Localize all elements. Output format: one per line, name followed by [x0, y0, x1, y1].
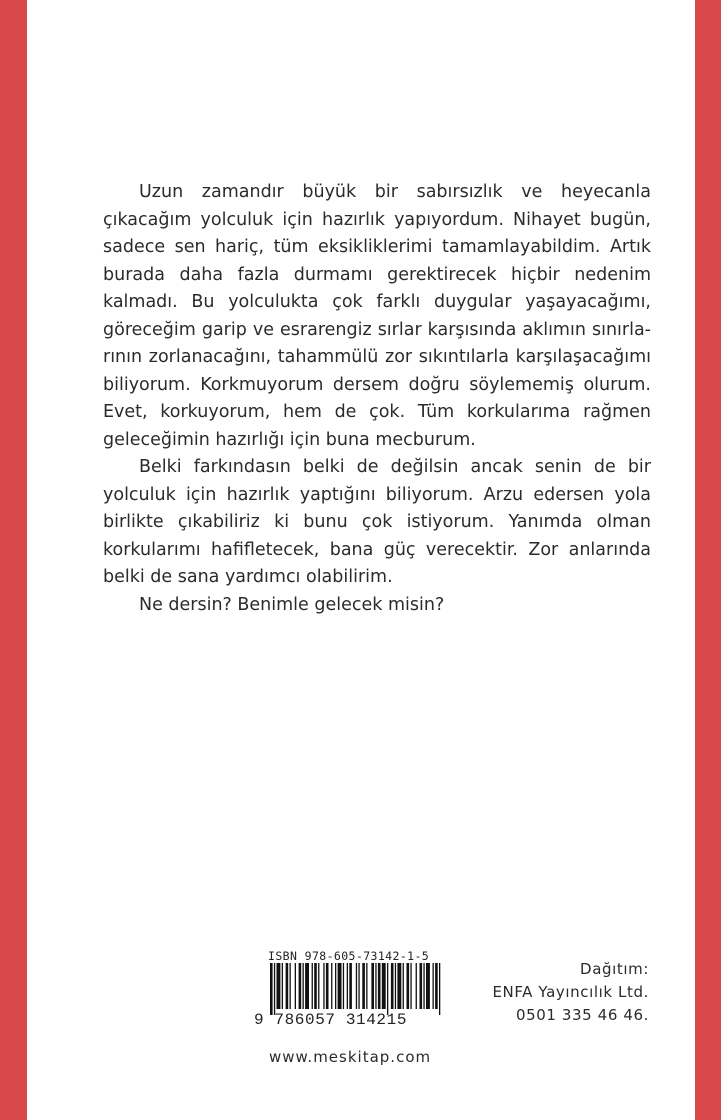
barcode-bar — [366, 963, 367, 1009]
barcode-bar — [375, 963, 376, 1009]
barcode-bar — [318, 963, 319, 1009]
right-red-border — [695, 0, 721, 1120]
isbn-barcode — [254, 949, 450, 1033]
barcode-bar — [371, 963, 374, 1009]
barcode-bar — [295, 963, 296, 1009]
barcode-bar — [338, 963, 342, 1009]
barcode-bar — [343, 963, 344, 1009]
barcode-bar — [397, 963, 401, 1009]
distribution-heading: Dağıtım: — [580, 960, 649, 978]
barcode-bar — [299, 963, 302, 1009]
barcode-bar — [382, 963, 386, 1009]
distribution-phone: 0501 335 46 46. — [515, 1006, 649, 1024]
blurb-paragraph-1: Uzun zamandır büyük bir sabırsızlık ve heyecanla çıkacağım yolculuk için hazırlık yapıyordum. Nihayet bugün, sadece sen hariç, tüm eksikliklerimi tamamlayabildim. Artık burada daha fazla durmamı gerektirecek hiçbir nedenim kalmadı. Bu yolculukta çok farklı duygular yaşayacağımı, göreceğim garip ve esrarengiz sırlar karşısında aklımın sınırla- rının zorlanacağını, tahammülü zor sıkıntılarla karşılaşacağımı biliyorum. Korkmuyorum dersem doğru söylememiş olurum. Evet, korkuyorum, hem de çok. Tüm korkularıma rağmen geleceğimin hazırlığı için buna mecburum. — [103, 182, 651, 450]
blurb-paragraph-3: Ne dersin? Benimle gelecek misin? — [139, 594, 445, 615]
barcode-bar — [391, 963, 394, 1009]
barcode-bar — [331, 963, 332, 1009]
isbn-label: ISBN 978-605-73142-1-5 — [268, 949, 430, 963]
barcode-bar — [358, 963, 359, 1009]
barcode-bar — [395, 963, 396, 1009]
barcode-bar — [335, 963, 336, 1009]
website-url: www.meskitap.com — [269, 1048, 432, 1066]
barcode-bar — [326, 963, 329, 1009]
barcode-bar — [435, 963, 438, 1009]
barcode-bar — [303, 963, 304, 1009]
barcode-bar — [305, 963, 309, 1009]
barcode-bar — [282, 963, 283, 1009]
barcode-bar — [270, 963, 273, 1015]
distribution-info — [492, 958, 649, 1027]
barcode-bar — [387, 963, 388, 1015]
barcode-bars — [254, 963, 450, 1015]
barcode-bar — [314, 963, 317, 1009]
barcode-bar — [312, 963, 313, 1009]
blurb-paragraph-2: Belki farkındasın belki de değilsin ancak senin de bir yolculuk için hazırlık yaptığını biliyorum. Arzu edersen yola birlikte çıkabiliriz ki bunu çok istiyorum. Yanımda olman korkularımı hafifletecek, bana güç verecektir. Zor anlarında belki de sana yardımcı olabilirim. — [103, 457, 651, 587]
barcode-bar — [323, 963, 324, 1009]
left-red-border — [0, 0, 27, 1120]
barcode-bar — [407, 963, 410, 1009]
barcode-bar — [420, 963, 423, 1009]
barcode-bar — [274, 963, 275, 1015]
barcode-bar — [277, 963, 281, 1009]
barcode-bar — [362, 963, 365, 1009]
barcode-bar — [410, 963, 411, 1009]
barcode-bar — [347, 963, 348, 1009]
barcode-bar — [433, 963, 434, 1009]
barcode-bar — [439, 963, 440, 1015]
barcode-bar — [286, 963, 289, 1009]
barcode-bar — [356, 963, 357, 1009]
barcode-bar — [349, 963, 352, 1009]
barcode-bar — [378, 963, 381, 1009]
barcode-bar — [416, 963, 417, 1009]
barcode-bar — [426, 963, 430, 1009]
blurb-text — [103, 179, 651, 619]
barcode-bar — [423, 963, 424, 1009]
barcode-digits: 9 786057 314215 — [254, 1011, 408, 1029]
distribution-company: ENFA Yayıncılık Ltd. — [492, 983, 649, 1001]
barcode-bar — [290, 963, 291, 1009]
barcode-bar — [403, 963, 404, 1009]
